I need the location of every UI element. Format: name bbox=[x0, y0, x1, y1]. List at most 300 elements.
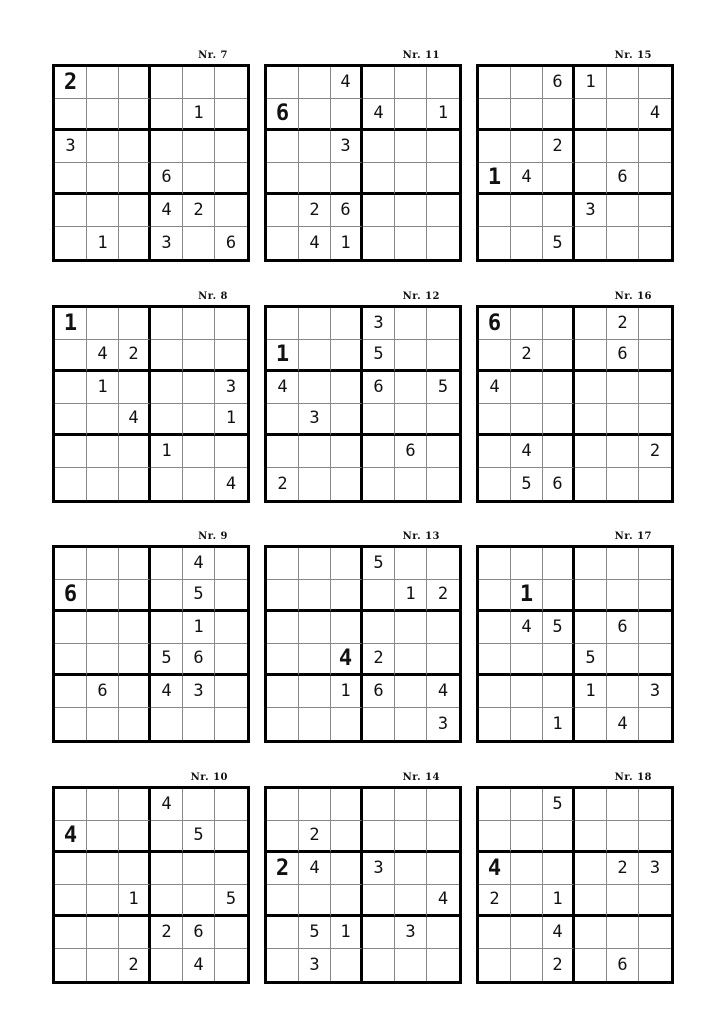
empty-cell[interactable] bbox=[87, 949, 119, 981]
empty-cell[interactable] bbox=[215, 789, 247, 821]
empty-cell[interactable] bbox=[119, 99, 151, 131]
empty-cell[interactable] bbox=[395, 853, 427, 885]
empty-cell[interactable] bbox=[331, 99, 363, 131]
empty-cell[interactable] bbox=[299, 644, 331, 676]
empty-cell[interactable] bbox=[151, 404, 183, 436]
empty-cell[interactable] bbox=[55, 468, 87, 500]
empty-cell[interactable] bbox=[543, 308, 575, 340]
empty-cell[interactable] bbox=[511, 372, 543, 404]
empty-cell[interactable] bbox=[87, 789, 119, 821]
empty-cell[interactable] bbox=[55, 789, 87, 821]
empty-cell[interactable] bbox=[55, 676, 87, 708]
empty-cell[interactable] bbox=[479, 789, 511, 821]
empty-cell[interactable] bbox=[331, 404, 363, 436]
empty-cell[interactable] bbox=[479, 99, 511, 131]
empty-cell[interactable] bbox=[575, 853, 607, 885]
empty-cell[interactable] bbox=[299, 708, 331, 740]
empty-cell[interactable] bbox=[575, 917, 607, 949]
empty-cell[interactable] bbox=[479, 644, 511, 676]
empty-cell[interactable] bbox=[511, 789, 543, 821]
empty-cell[interactable] bbox=[395, 131, 427, 163]
empty-cell[interactable] bbox=[215, 853, 247, 885]
empty-cell[interactable] bbox=[427, 949, 459, 981]
empty-cell[interactable] bbox=[607, 372, 639, 404]
empty-cell[interactable] bbox=[215, 195, 247, 227]
empty-cell[interactable] bbox=[363, 708, 395, 740]
empty-cell[interactable] bbox=[215, 163, 247, 195]
empty-cell[interactable] bbox=[119, 612, 151, 644]
empty-cell[interactable] bbox=[331, 949, 363, 981]
empty-cell[interactable] bbox=[395, 676, 427, 708]
empty-cell[interactable] bbox=[479, 67, 511, 99]
empty-cell[interactable] bbox=[511, 99, 543, 131]
empty-cell[interactable] bbox=[87, 404, 119, 436]
empty-cell[interactable] bbox=[87, 885, 119, 917]
empty-cell[interactable] bbox=[395, 789, 427, 821]
empty-cell[interactable] bbox=[299, 340, 331, 372]
empty-cell[interactable] bbox=[427, 340, 459, 372]
empty-cell[interactable] bbox=[395, 885, 427, 917]
empty-cell[interactable] bbox=[479, 195, 511, 227]
empty-cell[interactable] bbox=[511, 821, 543, 853]
empty-cell[interactable] bbox=[119, 195, 151, 227]
empty-cell[interactable] bbox=[363, 789, 395, 821]
empty-cell[interactable] bbox=[215, 67, 247, 99]
empty-cell[interactable] bbox=[639, 644, 671, 676]
empty-cell[interactable] bbox=[87, 163, 119, 195]
empty-cell[interactable] bbox=[395, 340, 427, 372]
empty-cell[interactable] bbox=[331, 885, 363, 917]
empty-cell[interactable] bbox=[55, 853, 87, 885]
empty-cell[interactable] bbox=[543, 195, 575, 227]
empty-cell[interactable] bbox=[119, 548, 151, 580]
empty-cell[interactable] bbox=[575, 468, 607, 500]
empty-cell[interactable] bbox=[299, 885, 331, 917]
empty-cell[interactable] bbox=[299, 99, 331, 131]
empty-cell[interactable] bbox=[267, 163, 299, 195]
empty-cell[interactable] bbox=[543, 853, 575, 885]
empty-cell[interactable] bbox=[395, 195, 427, 227]
empty-cell[interactable] bbox=[87, 853, 119, 885]
empty-cell[interactable] bbox=[183, 308, 215, 340]
empty-cell[interactable] bbox=[511, 195, 543, 227]
empty-cell[interactable] bbox=[151, 372, 183, 404]
empty-cell[interactable] bbox=[511, 917, 543, 949]
empty-cell[interactable] bbox=[479, 917, 511, 949]
empty-cell[interactable] bbox=[55, 949, 87, 981]
empty-cell[interactable] bbox=[87, 436, 119, 468]
empty-cell[interactable] bbox=[267, 676, 299, 708]
empty-cell[interactable] bbox=[543, 372, 575, 404]
empty-cell[interactable] bbox=[575, 612, 607, 644]
empty-cell[interactable] bbox=[575, 580, 607, 612]
empty-cell[interactable] bbox=[331, 308, 363, 340]
empty-cell[interactable] bbox=[575, 708, 607, 740]
empty-cell[interactable] bbox=[639, 163, 671, 195]
empty-cell[interactable] bbox=[183, 436, 215, 468]
empty-cell[interactable] bbox=[639, 227, 671, 259]
empty-cell[interactable] bbox=[639, 308, 671, 340]
empty-cell[interactable] bbox=[511, 131, 543, 163]
empty-cell[interactable] bbox=[299, 131, 331, 163]
empty-cell[interactable] bbox=[183, 372, 215, 404]
empty-cell[interactable] bbox=[575, 131, 607, 163]
empty-cell[interactable] bbox=[607, 548, 639, 580]
empty-cell[interactable] bbox=[427, 468, 459, 500]
empty-cell[interactable] bbox=[55, 227, 87, 259]
empty-cell[interactable] bbox=[479, 708, 511, 740]
empty-cell[interactable] bbox=[479, 468, 511, 500]
empty-cell[interactable] bbox=[87, 917, 119, 949]
empty-cell[interactable] bbox=[479, 340, 511, 372]
empty-cell[interactable] bbox=[151, 468, 183, 500]
empty-cell[interactable] bbox=[363, 404, 395, 436]
empty-cell[interactable] bbox=[183, 67, 215, 99]
empty-cell[interactable] bbox=[215, 436, 247, 468]
empty-cell[interactable] bbox=[427, 227, 459, 259]
empty-cell[interactable] bbox=[363, 436, 395, 468]
empty-cell[interactable] bbox=[183, 227, 215, 259]
empty-cell[interactable] bbox=[331, 163, 363, 195]
empty-cell[interactable] bbox=[363, 885, 395, 917]
empty-cell[interactable] bbox=[575, 308, 607, 340]
empty-cell[interactable] bbox=[363, 821, 395, 853]
empty-cell[interactable] bbox=[183, 131, 215, 163]
empty-cell[interactable] bbox=[575, 227, 607, 259]
empty-cell[interactable] bbox=[607, 676, 639, 708]
empty-cell[interactable] bbox=[331, 612, 363, 644]
empty-cell[interactable] bbox=[183, 163, 215, 195]
empty-cell[interactable] bbox=[607, 131, 639, 163]
empty-cell[interactable] bbox=[639, 917, 671, 949]
empty-cell[interactable] bbox=[215, 131, 247, 163]
empty-cell[interactable] bbox=[479, 227, 511, 259]
empty-cell[interactable] bbox=[427, 917, 459, 949]
empty-cell[interactable] bbox=[87, 308, 119, 340]
empty-cell[interactable] bbox=[183, 340, 215, 372]
empty-cell[interactable] bbox=[607, 885, 639, 917]
empty-cell[interactable] bbox=[607, 436, 639, 468]
empty-cell[interactable] bbox=[55, 436, 87, 468]
empty-cell[interactable] bbox=[151, 580, 183, 612]
empty-cell[interactable] bbox=[119, 853, 151, 885]
empty-cell[interactable] bbox=[119, 436, 151, 468]
empty-cell[interactable] bbox=[363, 917, 395, 949]
empty-cell[interactable] bbox=[479, 131, 511, 163]
empty-cell[interactable] bbox=[215, 340, 247, 372]
empty-cell[interactable] bbox=[395, 612, 427, 644]
empty-cell[interactable] bbox=[267, 548, 299, 580]
empty-cell[interactable] bbox=[87, 67, 119, 99]
empty-cell[interactable] bbox=[119, 644, 151, 676]
empty-cell[interactable] bbox=[395, 308, 427, 340]
empty-cell[interactable] bbox=[299, 789, 331, 821]
empty-cell[interactable] bbox=[55, 163, 87, 195]
empty-cell[interactable] bbox=[543, 580, 575, 612]
empty-cell[interactable] bbox=[87, 644, 119, 676]
empty-cell[interactable] bbox=[395, 99, 427, 131]
empty-cell[interactable] bbox=[183, 404, 215, 436]
empty-cell[interactable] bbox=[427, 404, 459, 436]
empty-cell[interactable] bbox=[479, 436, 511, 468]
empty-cell[interactable] bbox=[639, 372, 671, 404]
empty-cell[interactable] bbox=[151, 821, 183, 853]
empty-cell[interactable] bbox=[607, 468, 639, 500]
empty-cell[interactable] bbox=[87, 612, 119, 644]
empty-cell[interactable] bbox=[331, 789, 363, 821]
empty-cell[interactable] bbox=[87, 708, 119, 740]
empty-cell[interactable] bbox=[511, 949, 543, 981]
empty-cell[interactable] bbox=[299, 67, 331, 99]
empty-cell[interactable] bbox=[331, 340, 363, 372]
empty-cell[interactable] bbox=[331, 372, 363, 404]
empty-cell[interactable] bbox=[543, 548, 575, 580]
empty-cell[interactable] bbox=[183, 885, 215, 917]
empty-cell[interactable] bbox=[363, 468, 395, 500]
empty-cell[interactable] bbox=[87, 99, 119, 131]
empty-cell[interactable] bbox=[267, 708, 299, 740]
empty-cell[interactable] bbox=[151, 67, 183, 99]
empty-cell[interactable] bbox=[331, 580, 363, 612]
empty-cell[interactable] bbox=[543, 404, 575, 436]
empty-cell[interactable] bbox=[55, 612, 87, 644]
empty-cell[interactable] bbox=[607, 644, 639, 676]
empty-cell[interactable] bbox=[151, 548, 183, 580]
empty-cell[interactable] bbox=[395, 949, 427, 981]
empty-cell[interactable] bbox=[331, 708, 363, 740]
empty-cell[interactable] bbox=[395, 644, 427, 676]
empty-cell[interactable] bbox=[427, 67, 459, 99]
empty-cell[interactable] bbox=[87, 548, 119, 580]
empty-cell[interactable] bbox=[267, 308, 299, 340]
empty-cell[interactable] bbox=[575, 372, 607, 404]
empty-cell[interactable] bbox=[511, 676, 543, 708]
empty-cell[interactable] bbox=[215, 676, 247, 708]
empty-cell[interactable] bbox=[543, 99, 575, 131]
empty-cell[interactable] bbox=[215, 949, 247, 981]
empty-cell[interactable] bbox=[119, 468, 151, 500]
empty-cell[interactable] bbox=[427, 436, 459, 468]
empty-cell[interactable] bbox=[511, 644, 543, 676]
empty-cell[interactable] bbox=[427, 612, 459, 644]
empty-cell[interactable] bbox=[267, 580, 299, 612]
empty-cell[interactable] bbox=[639, 131, 671, 163]
empty-cell[interactable] bbox=[639, 885, 671, 917]
empty-cell[interactable] bbox=[511, 227, 543, 259]
empty-cell[interactable] bbox=[607, 580, 639, 612]
empty-cell[interactable] bbox=[299, 468, 331, 500]
empty-cell[interactable] bbox=[607, 67, 639, 99]
empty-cell[interactable] bbox=[151, 708, 183, 740]
empty-cell[interactable] bbox=[215, 612, 247, 644]
empty-cell[interactable] bbox=[575, 404, 607, 436]
empty-cell[interactable] bbox=[575, 163, 607, 195]
empty-cell[interactable] bbox=[427, 853, 459, 885]
empty-cell[interactable] bbox=[215, 580, 247, 612]
empty-cell[interactable] bbox=[267, 404, 299, 436]
empty-cell[interactable] bbox=[511, 548, 543, 580]
empty-cell[interactable] bbox=[543, 436, 575, 468]
empty-cell[interactable] bbox=[267, 885, 299, 917]
empty-cell[interactable] bbox=[267, 612, 299, 644]
empty-cell[interactable] bbox=[427, 821, 459, 853]
empty-cell[interactable] bbox=[267, 227, 299, 259]
empty-cell[interactable] bbox=[575, 821, 607, 853]
empty-cell[interactable] bbox=[151, 340, 183, 372]
empty-cell[interactable] bbox=[575, 789, 607, 821]
empty-cell[interactable] bbox=[119, 917, 151, 949]
empty-cell[interactable] bbox=[479, 676, 511, 708]
empty-cell[interactable] bbox=[331, 821, 363, 853]
empty-cell[interactable] bbox=[639, 612, 671, 644]
empty-cell[interactable] bbox=[215, 308, 247, 340]
empty-cell[interactable] bbox=[215, 644, 247, 676]
empty-cell[interactable] bbox=[363, 195, 395, 227]
empty-cell[interactable] bbox=[363, 227, 395, 259]
empty-cell[interactable] bbox=[55, 548, 87, 580]
empty-cell[interactable] bbox=[215, 708, 247, 740]
empty-cell[interactable] bbox=[427, 548, 459, 580]
empty-cell[interactable] bbox=[395, 163, 427, 195]
empty-cell[interactable] bbox=[363, 949, 395, 981]
empty-cell[interactable] bbox=[119, 372, 151, 404]
empty-cell[interactable] bbox=[395, 404, 427, 436]
empty-cell[interactable] bbox=[395, 821, 427, 853]
empty-cell[interactable] bbox=[55, 885, 87, 917]
empty-cell[interactable] bbox=[575, 436, 607, 468]
empty-cell[interactable] bbox=[87, 468, 119, 500]
empty-cell[interactable] bbox=[511, 885, 543, 917]
empty-cell[interactable] bbox=[395, 372, 427, 404]
empty-cell[interactable] bbox=[299, 548, 331, 580]
empty-cell[interactable] bbox=[427, 789, 459, 821]
empty-cell[interactable] bbox=[427, 131, 459, 163]
empty-cell[interactable] bbox=[55, 644, 87, 676]
empty-cell[interactable] bbox=[55, 404, 87, 436]
empty-cell[interactable] bbox=[119, 676, 151, 708]
empty-cell[interactable] bbox=[183, 853, 215, 885]
empty-cell[interactable] bbox=[363, 580, 395, 612]
empty-cell[interactable] bbox=[363, 163, 395, 195]
empty-cell[interactable] bbox=[151, 131, 183, 163]
empty-cell[interactable] bbox=[331, 468, 363, 500]
empty-cell[interactable] bbox=[299, 580, 331, 612]
empty-cell[interactable] bbox=[543, 676, 575, 708]
empty-cell[interactable] bbox=[395, 708, 427, 740]
empty-cell[interactable] bbox=[87, 821, 119, 853]
empty-cell[interactable] bbox=[575, 548, 607, 580]
empty-cell[interactable] bbox=[511, 67, 543, 99]
empty-cell[interactable] bbox=[55, 340, 87, 372]
empty-cell[interactable] bbox=[607, 227, 639, 259]
empty-cell[interactable] bbox=[639, 67, 671, 99]
empty-cell[interactable] bbox=[87, 195, 119, 227]
empty-cell[interactable] bbox=[607, 789, 639, 821]
empty-cell[interactable] bbox=[607, 195, 639, 227]
empty-cell[interactable] bbox=[363, 131, 395, 163]
empty-cell[interactable] bbox=[639, 789, 671, 821]
empty-cell[interactable] bbox=[543, 340, 575, 372]
empty-cell[interactable] bbox=[331, 853, 363, 885]
empty-cell[interactable] bbox=[267, 821, 299, 853]
empty-cell[interactable] bbox=[55, 372, 87, 404]
empty-cell[interactable] bbox=[267, 67, 299, 99]
empty-cell[interactable] bbox=[151, 853, 183, 885]
empty-cell[interactable] bbox=[299, 372, 331, 404]
empty-cell[interactable] bbox=[55, 195, 87, 227]
empty-cell[interactable] bbox=[299, 612, 331, 644]
empty-cell[interactable] bbox=[479, 580, 511, 612]
empty-cell[interactable] bbox=[639, 548, 671, 580]
empty-cell[interactable] bbox=[479, 821, 511, 853]
empty-cell[interactable] bbox=[575, 99, 607, 131]
empty-cell[interactable] bbox=[267, 917, 299, 949]
empty-cell[interactable] bbox=[267, 789, 299, 821]
empty-cell[interactable] bbox=[151, 949, 183, 981]
empty-cell[interactable] bbox=[299, 436, 331, 468]
empty-cell[interactable] bbox=[543, 644, 575, 676]
empty-cell[interactable] bbox=[479, 404, 511, 436]
empty-cell[interactable] bbox=[183, 468, 215, 500]
empty-cell[interactable] bbox=[183, 789, 215, 821]
empty-cell[interactable] bbox=[511, 708, 543, 740]
empty-cell[interactable] bbox=[363, 67, 395, 99]
empty-cell[interactable] bbox=[511, 308, 543, 340]
empty-cell[interactable] bbox=[55, 708, 87, 740]
empty-cell[interactable] bbox=[119, 580, 151, 612]
empty-cell[interactable] bbox=[183, 708, 215, 740]
empty-cell[interactable] bbox=[427, 195, 459, 227]
empty-cell[interactable] bbox=[543, 821, 575, 853]
empty-cell[interactable] bbox=[331, 436, 363, 468]
empty-cell[interactable] bbox=[639, 195, 671, 227]
empty-cell[interactable] bbox=[479, 612, 511, 644]
empty-cell[interactable] bbox=[215, 821, 247, 853]
empty-cell[interactable] bbox=[607, 99, 639, 131]
empty-cell[interactable] bbox=[395, 227, 427, 259]
empty-cell[interactable] bbox=[151, 308, 183, 340]
empty-cell[interactable] bbox=[267, 131, 299, 163]
empty-cell[interactable] bbox=[607, 917, 639, 949]
empty-cell[interactable] bbox=[151, 99, 183, 131]
empty-cell[interactable] bbox=[395, 548, 427, 580]
empty-cell[interactable] bbox=[395, 67, 427, 99]
empty-cell[interactable] bbox=[479, 949, 511, 981]
empty-cell[interactable] bbox=[395, 468, 427, 500]
empty-cell[interactable] bbox=[639, 949, 671, 981]
empty-cell[interactable] bbox=[639, 821, 671, 853]
empty-cell[interactable] bbox=[331, 548, 363, 580]
empty-cell[interactable] bbox=[299, 676, 331, 708]
empty-cell[interactable] bbox=[215, 548, 247, 580]
empty-cell[interactable] bbox=[119, 131, 151, 163]
empty-cell[interactable] bbox=[215, 917, 247, 949]
empty-cell[interactable] bbox=[639, 468, 671, 500]
empty-cell[interactable] bbox=[427, 644, 459, 676]
empty-cell[interactable] bbox=[267, 436, 299, 468]
empty-cell[interactable] bbox=[607, 404, 639, 436]
empty-cell[interactable] bbox=[639, 708, 671, 740]
empty-cell[interactable] bbox=[543, 163, 575, 195]
empty-cell[interactable] bbox=[151, 612, 183, 644]
empty-cell[interactable] bbox=[119, 708, 151, 740]
empty-cell[interactable] bbox=[267, 949, 299, 981]
empty-cell[interactable] bbox=[267, 195, 299, 227]
empty-cell[interactable] bbox=[119, 227, 151, 259]
empty-cell[interactable] bbox=[639, 580, 671, 612]
empty-cell[interactable] bbox=[511, 404, 543, 436]
empty-cell[interactable] bbox=[119, 821, 151, 853]
